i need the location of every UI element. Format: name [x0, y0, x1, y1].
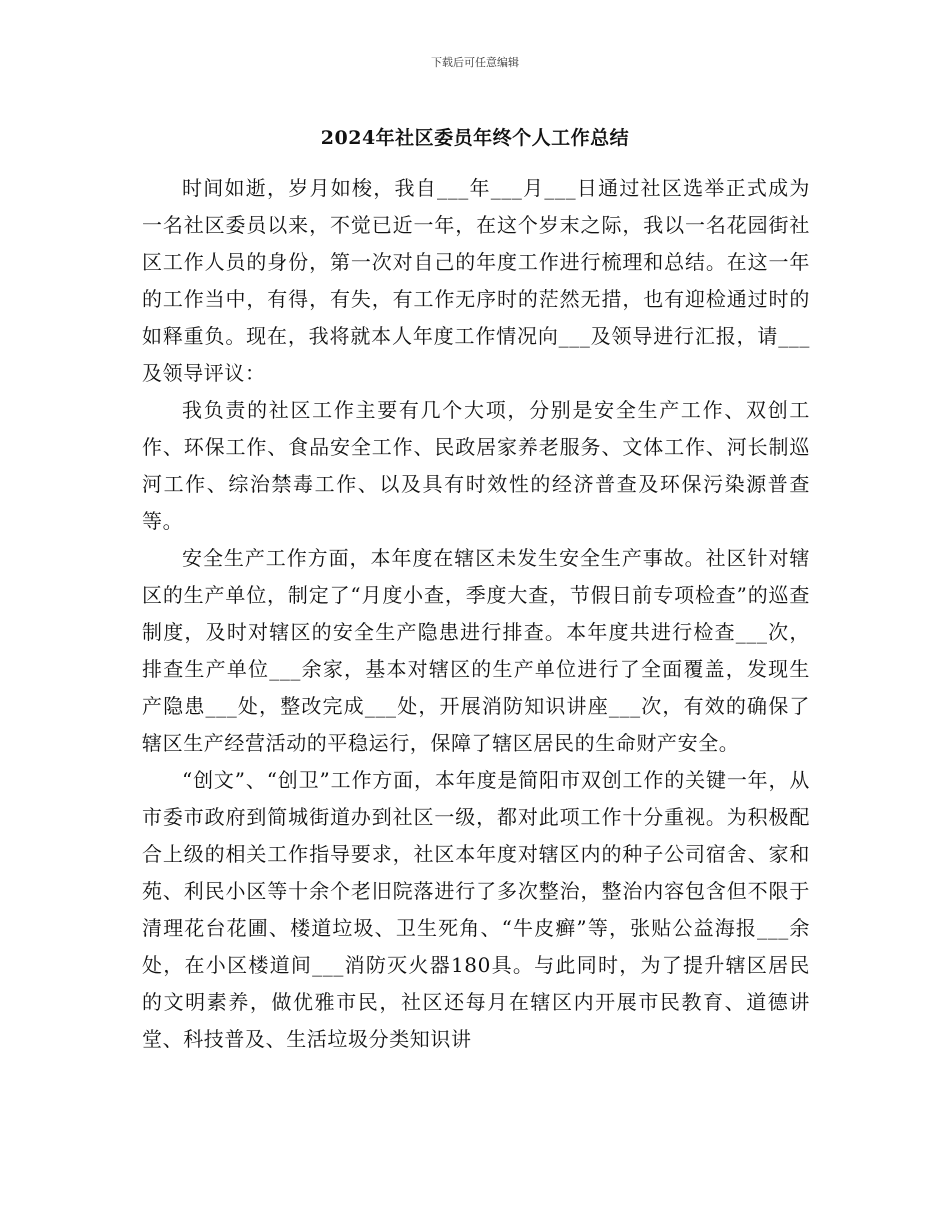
header-note: 下载后可任意编辑	[431, 56, 519, 69]
document-title: 2024年社区委员年终个人工作总结	[320, 127, 630, 149]
paragraph-intro: 时间如逝，岁月如梭，我自___年___月___日通过社区选举正式成为一名社区委员以来，不觉已近一年，在这个岁末之际，我以一名花园街社区工作人员的身份，第一次对自己的年度工作进行梳理和总结。在这一年的工作当中，有得，有失，有工作无序时的茫然无措，也有迎检通过时的如释重负。现在，我将就本人年度工作情况向___及领导进行汇报，请___及领导评议：	[142, 176, 810, 385]
paragraph-safety-production: 安全生产工作方面，本年度在辖区未发生安全生产事故。社区针对辖区的生产单位，制定了“月度小查，季度大查，节假日前专项检查”的巡查制度，及时对辖区的安全生产隐患进行排查。本年度共进行检查___次，排查生产单位___余家，基本对辖区的生产单位进行了全面覆盖，发现生产隐患___处，整改完成___处，开展消防知识讲座___次，有效的确保了辖区生产经营活动的平稳运行，保障了辖区居民的生命财产安全。	[142, 546, 810, 755]
paragraph-civilization-sanitation: “创文”、“创卫”工作方面，本年度是简阳市双创工作的关键一年，从市委市政府到简城街道办到社区一级，都对此项工作十分重视。为积极配合上级的相关工作指导要求，社区本年度对辖区内的种子公司宿舍、家和苑、利民小区等十余个老旧院落进行了多次整治，整治内容包含但不限于清理花台花圃、楼道垃圾、卫生死角、“牛皮癣”等，张贴公益海报___余处，在小区楼道间___消防灭火器180具。与此同时，为了提升辖区居民的文明素养，做优雅市民，社区还每月在辖区内开展市民教育、道德讲堂、科技普及、生活垃圾分类知识讲	[142, 768, 810, 1051]
paragraph-responsibilities: 我负责的社区工作主要有几个大项，分别是安全生产工作、双创工作、环保工作、食品安全工作、民政居家养老服务、文体工作、河长制巡河工作、综治禁毒工作、以及具有时效性的经济普查及环保污染源普查等。	[142, 398, 810, 533]
document-body	[142, 170, 810, 1058]
